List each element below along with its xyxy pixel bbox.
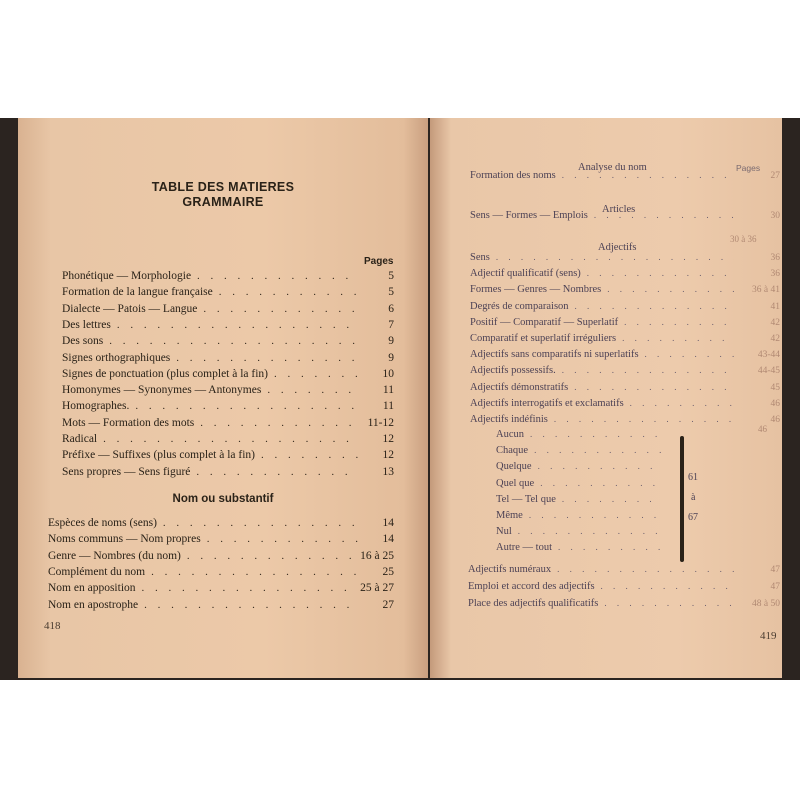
entry-title: Adjectif qualificatif (sens) bbox=[470, 268, 581, 280]
entry-title: Adjectifs démonstratifs bbox=[470, 381, 569, 393]
leader-dots bbox=[496, 252, 734, 262]
leader-dots bbox=[558, 542, 662, 552]
toc-entry bbox=[62, 335, 394, 347]
entry-page: 25 bbox=[382, 565, 394, 578]
entry-title: Sens propres — Sens figuré bbox=[62, 465, 191, 478]
section-heading-articles: Articles bbox=[602, 204, 636, 215]
entry-title: Genre — Nombres (du nom) bbox=[48, 549, 181, 562]
entry-page: 11 bbox=[382, 400, 394, 413]
toc-entry bbox=[470, 210, 780, 221]
toc-entry bbox=[62, 270, 394, 282]
entry-page: 42 bbox=[770, 334, 780, 344]
entry-title: Homonymes — Synonymes — Antonymes bbox=[62, 384, 262, 397]
toc-entry bbox=[62, 384, 394, 396]
toc-entry bbox=[48, 533, 394, 545]
toc-subentry bbox=[496, 494, 668, 505]
toc-entry bbox=[468, 598, 780, 609]
leader-dots bbox=[518, 526, 662, 536]
leader-dots bbox=[534, 445, 662, 455]
entry-page: 9 bbox=[388, 335, 394, 348]
entry-title: Phonétique — Morphologie bbox=[62, 270, 192, 282]
toc-subentry bbox=[496, 510, 668, 521]
page-number: 418 bbox=[44, 620, 61, 632]
left-page bbox=[18, 118, 428, 678]
entry-title: Chaque bbox=[496, 445, 529, 457]
toc-entry bbox=[48, 566, 394, 578]
section-heading-nom: Nom ou substantif bbox=[172, 493, 274, 505]
toc-entry bbox=[62, 400, 394, 412]
toc-entry bbox=[48, 599, 394, 611]
leader-dots bbox=[203, 303, 358, 315]
leader-dots bbox=[575, 301, 734, 311]
entry-page: 36 bbox=[770, 269, 780, 280]
leader-dots bbox=[135, 400, 358, 412]
leader-dots bbox=[117, 319, 358, 331]
entry-title: Adjectifs numéraux bbox=[468, 564, 552, 575]
entry-page: 5 bbox=[388, 286, 394, 299]
leader-dots bbox=[630, 398, 734, 408]
entry-title: Adjectifs possessifs. bbox=[470, 365, 556, 377]
entry-page: 27 bbox=[770, 171, 780, 181]
toc-entry bbox=[470, 284, 780, 295]
toc-entry bbox=[62, 352, 394, 364]
toc-subentry bbox=[496, 526, 668, 537]
brace-icon bbox=[680, 436, 684, 562]
toc-entry bbox=[470, 382, 780, 393]
brace-label: 67 bbox=[688, 512, 698, 523]
entry-page: 47 bbox=[770, 565, 780, 575]
entry-title: Adjectifs sans comparatifs ni superlatifs bbox=[470, 349, 639, 361]
entry-page: 41 bbox=[770, 301, 780, 312]
entry-title: Formes — Genres — Nombres bbox=[470, 284, 602, 296]
toc-entry bbox=[62, 303, 394, 315]
leader-dots bbox=[594, 210, 734, 220]
entry-page: 44-45 bbox=[757, 366, 780, 377]
entry-title: Autre — tout bbox=[496, 542, 552, 554]
toc-subtitle: GRAMMAIRE bbox=[182, 195, 264, 209]
toc-title: TABLE DES MATIERES bbox=[151, 180, 295, 194]
leader-dots bbox=[144, 599, 358, 611]
entry-title: Place des adjectifs qualificatifs bbox=[468, 598, 599, 609]
entry-title: Adjectifs indéfinis bbox=[470, 414, 548, 425]
leader-dots bbox=[622, 333, 734, 343]
entry-page: 46 bbox=[770, 398, 780, 409]
entry-title: Signes orthographiques bbox=[62, 351, 171, 364]
toc-entry bbox=[62, 368, 394, 380]
toc-entry bbox=[470, 365, 780, 376]
leader-dots bbox=[562, 365, 734, 375]
leader-dots bbox=[219, 286, 358, 298]
entry-title: Nom en apposition bbox=[48, 582, 136, 595]
entry-title: Tel — Tel que bbox=[496, 493, 556, 505]
leader-dots bbox=[267, 384, 358, 396]
toc-entry bbox=[468, 581, 780, 592]
entry-page: 27 bbox=[382, 598, 394, 611]
entry-page: 7 bbox=[388, 318, 394, 331]
entry-page: 11 bbox=[382, 384, 394, 397]
entry-page: 43-44 bbox=[757, 350, 780, 361]
leader-dots bbox=[562, 170, 734, 180]
entry-page: 46 bbox=[770, 415, 780, 425]
right-page bbox=[430, 118, 782, 678]
entry-page: 9 bbox=[388, 351, 394, 364]
entry-page: 14 bbox=[382, 517, 394, 529]
entry-title: Formation des noms bbox=[470, 170, 556, 181]
toc-entry bbox=[470, 414, 780, 425]
entry-title: Emploi et accord des adjectifs bbox=[468, 581, 595, 592]
leader-dots bbox=[196, 466, 358, 478]
toc-entry bbox=[470, 333, 780, 344]
entry-title: Radical bbox=[62, 433, 98, 445]
entry-title: Quel que bbox=[496, 477, 535, 489]
leader-dots bbox=[197, 270, 358, 282]
toc-subentry bbox=[496, 542, 668, 553]
toc-subentry bbox=[496, 429, 668, 440]
entry-title: Noms communs — Nom propres bbox=[48, 533, 201, 546]
toc-subentry bbox=[496, 461, 668, 472]
leader-dots bbox=[587, 268, 734, 278]
entry-page: 11-12 bbox=[367, 416, 394, 429]
leader-dots bbox=[103, 433, 358, 445]
toc-entry bbox=[468, 564, 780, 575]
entry-title: Sens — Formes — Emplois bbox=[470, 210, 588, 221]
section-heading-adjectifs: Adjectifs bbox=[598, 242, 637, 253]
entry-page: 13 bbox=[382, 465, 394, 478]
entry-page: 30 bbox=[770, 211, 780, 221]
toc-entry bbox=[470, 252, 780, 263]
toc-entry bbox=[470, 301, 780, 312]
toc-entry bbox=[470, 317, 780, 328]
page-ref: 30 à 36 bbox=[730, 234, 757, 244]
leader-dots bbox=[624, 317, 734, 327]
leader-dots bbox=[607, 284, 734, 294]
entry-page: 16 à 25 bbox=[360, 549, 394, 562]
page-ref: 46 bbox=[758, 424, 767, 434]
entry-title: Sens bbox=[470, 252, 490, 263]
toc-entry bbox=[62, 286, 394, 298]
pages-header: Pages bbox=[364, 256, 394, 267]
leader-dots bbox=[163, 517, 358, 529]
leader-dots bbox=[142, 582, 355, 594]
leader-dots bbox=[274, 368, 358, 380]
entry-page: 10 bbox=[382, 367, 394, 380]
entry-page: 12 bbox=[382, 449, 394, 462]
leader-dots bbox=[574, 382, 734, 392]
entry-title: Espèces de noms (sens) bbox=[48, 517, 157, 529]
leader-dots bbox=[557, 564, 734, 574]
leader-dots bbox=[530, 429, 662, 439]
leader-dots bbox=[261, 449, 358, 461]
toc-entry bbox=[62, 449, 394, 461]
entry-title: Mots — Formation des mots bbox=[62, 416, 195, 429]
leader-dots bbox=[562, 494, 662, 504]
entry-title: Quelque bbox=[496, 461, 532, 473]
leader-dots bbox=[540, 478, 662, 488]
leader-dots bbox=[187, 550, 354, 562]
entry-title: Degrés de comparaison bbox=[470, 300, 569, 312]
entry-title: Même bbox=[496, 510, 523, 521]
entry-title: Comparatif et superlatif irréguliers bbox=[470, 333, 617, 344]
entry-page: 5 bbox=[388, 270, 394, 282]
toc-entry bbox=[62, 417, 394, 429]
entry-title: Aucun bbox=[496, 429, 524, 440]
toc-entry bbox=[62, 433, 394, 445]
entry-title: Adjectifs interrogatifs et exclamatifs bbox=[470, 397, 624, 409]
toc-entry bbox=[48, 582, 394, 594]
leader-dots bbox=[601, 581, 734, 591]
entry-title: Préfixe — Suffixes (plus complet à la fin) bbox=[62, 449, 256, 462]
entry-page: 25 à 27 bbox=[360, 582, 394, 595]
leader-dots bbox=[645, 349, 734, 359]
leader-dots bbox=[529, 510, 662, 520]
page-number: 419 bbox=[760, 630, 777, 642]
toc-entry bbox=[48, 517, 394, 529]
toc-subentry bbox=[496, 478, 668, 489]
leader-dots bbox=[207, 533, 358, 545]
entry-page: 12 bbox=[382, 433, 394, 445]
entry-page: 14 bbox=[382, 533, 394, 546]
leader-dots bbox=[176, 352, 358, 364]
entry-title: Positif — Comparatif — Superlatif bbox=[470, 316, 619, 328]
entry-page: 36 à 41 bbox=[752, 285, 780, 296]
entry-page: 48 à 50 bbox=[752, 599, 780, 609]
entry-title: Homographes. bbox=[62, 400, 130, 413]
toc-entry bbox=[470, 268, 780, 279]
leader-dots bbox=[604, 598, 734, 608]
entry-title: Complément du nom bbox=[48, 565, 146, 578]
entry-page: 47 bbox=[770, 582, 780, 592]
toc-subentry bbox=[496, 445, 668, 456]
entry-page: 45 bbox=[770, 382, 780, 393]
toc-entry bbox=[62, 466, 394, 478]
toc-entry bbox=[62, 319, 394, 331]
toc-entry bbox=[470, 170, 780, 181]
leader-dots bbox=[554, 414, 734, 424]
entry-title: Nom en apostrophe bbox=[48, 598, 139, 611]
section-heading-analyse: Analyse du nom bbox=[578, 162, 647, 173]
leader-dots bbox=[538, 461, 662, 471]
leader-dots bbox=[109, 335, 358, 347]
brace-label: 61 bbox=[688, 472, 698, 483]
entry-title: Nul bbox=[496, 526, 512, 538]
toc-entry bbox=[470, 349, 780, 360]
toc-entry bbox=[470, 398, 780, 409]
entry-page: 42 bbox=[770, 317, 780, 328]
entry-title: Des sons bbox=[62, 335, 104, 348]
entry-title: Signes de ponctuation (plus complet à la fin) bbox=[62, 367, 268, 380]
entry-title: Formation de la langue française bbox=[62, 286, 213, 299]
toc-entry bbox=[48, 550, 394, 562]
entry-page: 36 bbox=[770, 253, 780, 263]
entry-title: Dialecte — Patois — Langue bbox=[62, 302, 198, 315]
leader-dots bbox=[200, 417, 358, 429]
brace-label: à bbox=[691, 492, 696, 503]
entry-title: Des lettres bbox=[62, 318, 111, 331]
leader-dots bbox=[151, 566, 358, 578]
entry-page: 6 bbox=[388, 302, 394, 315]
pages-header: Pages bbox=[736, 163, 761, 173]
